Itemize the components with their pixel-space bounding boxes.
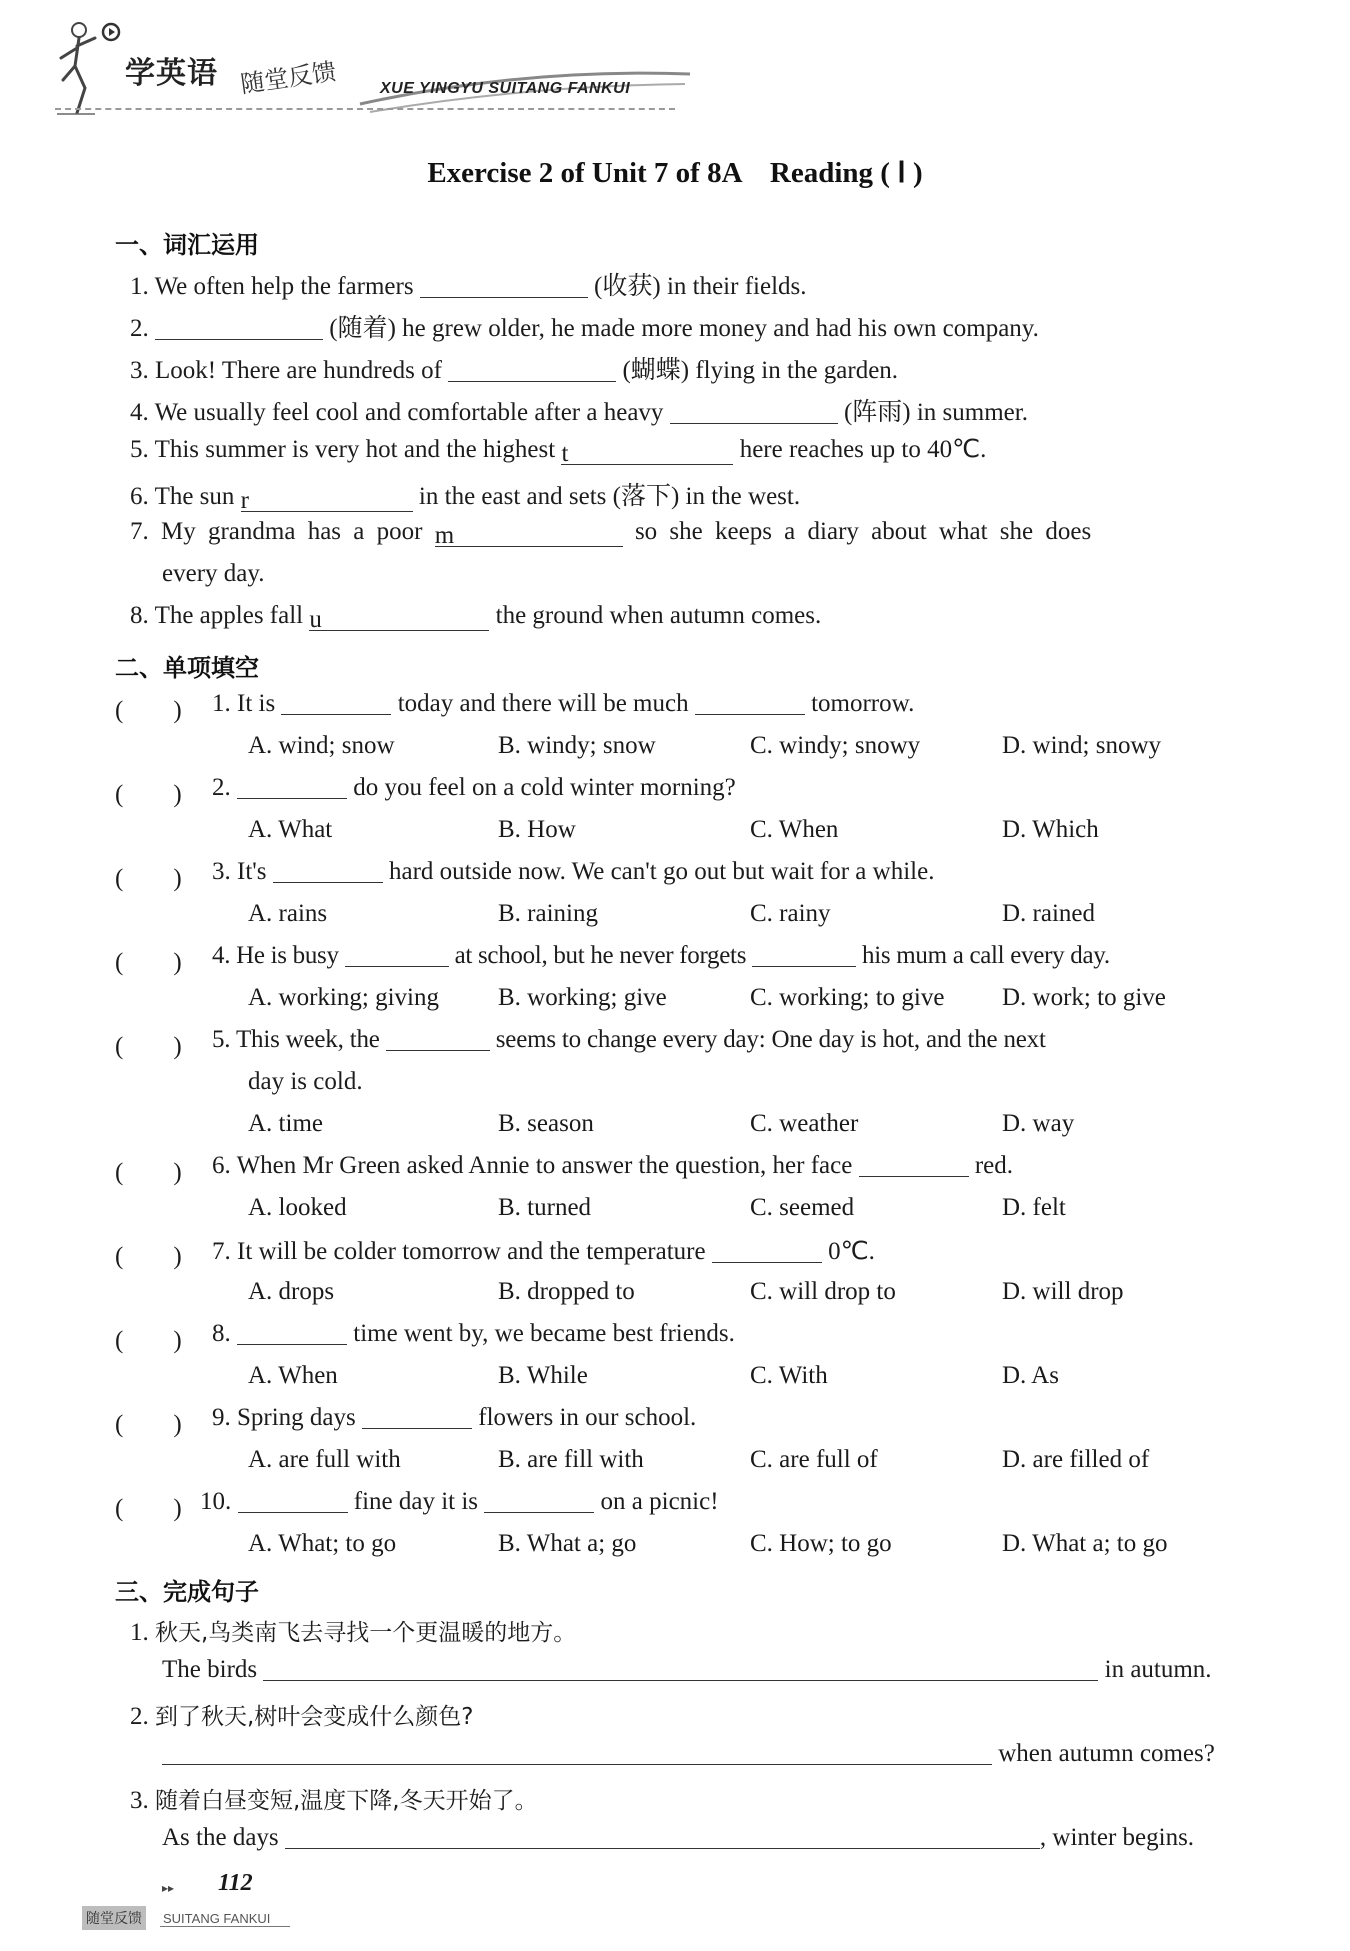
header-pinyin-title: XUE YINGYU SUITANG FANKUI [380,80,631,97]
option-b[interactable]: B. season [498,1110,594,1137]
footer-arrows-icon: ▸▸ [162,1881,175,1895]
option-d[interactable]: D. felt [1002,1194,1066,1221]
answer-paren[interactable]: ( ) [115,1327,182,1354]
answer-blank[interactable] [263,1656,1098,1681]
option-d[interactable]: D. will drop [1002,1278,1124,1305]
section-1-heading: 一、词汇运用 [115,231,259,259]
mc-question-2: 2. do you feel on a cold winter morning? [212,774,736,801]
answer-paren[interactable]: ( ) [115,1033,182,1060]
option-d[interactable]: D. rained [1002,900,1096,927]
option-c[interactable]: C. weather [750,1110,859,1137]
mc-question-5: 5. This week, the seems to change every day: One day is hot, and the next [212,1026,1046,1053]
mc-question-8: 8. time went by, we became best friends. [212,1320,735,1347]
header-chinese-title: 学英语 [125,56,218,91]
translate-item-1-answer: The birds in autumn. [162,1656,1212,1683]
mc-question-1: 1. It is today and there will be much tomorrow. [212,690,915,717]
vocab-item-4: 4. We usually feel cool and comfortable after a heavy (阵雨) in summer. [130,399,1028,426]
option-d[interactable]: D. work; to give [1002,984,1166,1011]
translate-item-2-prompt: 2. 到了秋天,树叶会变成什么颜色? [130,1703,474,1730]
answer-blank [859,1152,969,1177]
answer-blank[interactable] [285,1824,1040,1849]
answer-blank[interactable] [670,399,838,424]
footer-english-label: SUITANG FANKUI [163,1911,271,1926]
option-b[interactable]: B. raining [498,900,598,927]
answer-paren[interactable]: ( ) [115,1159,182,1186]
page-number: 112 [218,1870,253,1896]
option-a[interactable]: A. working; giving [248,984,439,1011]
answer-blank[interactable]: u [309,606,489,631]
answer-blank[interactable] [155,315,323,340]
section-2-heading: 二、单项填空 [115,654,259,682]
answer-blank [695,690,805,715]
answer-blank [273,858,383,883]
mc-question-4: 4. He is busy at school, but he never forgets his mum a call every day. [212,942,1110,969]
option-c[interactable]: C. How; to go [750,1530,892,1557]
option-a[interactable]: A. When [248,1362,338,1389]
answer-blank[interactable]: t [561,440,733,465]
answer-blank [362,1404,472,1429]
vocab-item-3: 3. Look! There are hundreds of (蝴蝶) flying in the garden. [130,357,899,384]
vocab-item-6: 6. The sun r in the east and sets (落下) in the west. [130,483,801,514]
translate-item-1-prompt: 1. 秋天,鸟类南飞去寻找一个更温暖的地方。 [130,1619,577,1646]
option-c[interactable]: C. are full of [750,1446,878,1473]
vocab-item-7-continued: every day. [162,560,265,587]
answer-blank [345,942,449,967]
option-c[interactable]: C. With [750,1362,828,1389]
translate-item-3-answer: As the days , winter begins. [162,1824,1195,1851]
option-a[interactable]: A. rains [248,900,328,927]
option-d[interactable]: D. What a; to go [1002,1530,1168,1557]
mc-question-6: 6. When Mr Green asked Annie to answer the question, her face red. [212,1152,1013,1179]
section-3-heading: 三、完成句子 [115,1578,259,1606]
option-b[interactable]: B. working; give [498,984,667,1011]
answer-paren[interactable]: ( ) [115,949,182,976]
answer-blank [281,690,391,715]
runner-logo-icon [55,18,127,118]
answer-paren[interactable]: ( ) [115,697,182,724]
answer-blank [237,774,347,799]
footer-chinese-label: 随堂反馈 [82,1906,146,1930]
mc-question-9: 9. Spring days flowers in our school. [212,1404,697,1431]
option-d[interactable]: D. way [1002,1110,1075,1137]
footer-rule [160,1926,290,1927]
answer-blank[interactable]: m [435,522,623,547]
answer-blank[interactable] [162,1740,992,1765]
answer-blank [386,1026,490,1051]
page-title: Exercise 2 of Unit 7 of 8A Reading ( Ⅰ ) [427,157,923,189]
answer-blank[interactable] [448,357,616,382]
answer-paren[interactable]: ( ) [115,1411,182,1438]
answer-blank[interactable]: r [241,487,413,512]
option-b[interactable]: B. are fill with [498,1446,644,1473]
answer-paren[interactable]: ( ) [115,865,182,892]
vocab-item-1: 1. We often help the farmers (收获) in their fields. [130,273,807,300]
option-c[interactable]: C. rainy [750,900,831,927]
answer-paren[interactable]: ( ) [115,1495,182,1522]
vocab-item-8: 8. The apples fall u the ground when autumn comes. [130,602,822,633]
answer-blank [238,1488,348,1513]
answer-blank [752,942,856,967]
vocab-item-2: 2. (随着) he grew older, he made more money and had his own company. [130,315,1039,342]
option-a[interactable]: A. looked [248,1194,347,1221]
option-a[interactable]: A. drops [248,1278,335,1305]
option-c[interactable]: C. windy; snowy [750,732,921,759]
option-a[interactable]: A. time [248,1110,323,1137]
option-b[interactable]: B. How [498,816,576,843]
vocab-item-5: 5. This summer is very hot and the highest t here reaches up to 40℃. [130,436,987,467]
option-b[interactable]: B. What a; go [498,1530,637,1557]
header-divider [55,108,675,110]
option-a[interactable]: A. are full with [248,1446,401,1473]
option-c[interactable]: C. seemed [750,1194,855,1221]
answer-blank [484,1488,594,1513]
option-c[interactable]: C. working; to give [750,984,945,1011]
answer-blank [712,1238,822,1263]
vocab-item-7: 7. My grandma has a poor m so she keeps a diary about what she does [130,518,1092,549]
option-a[interactable]: A. What [248,816,333,843]
answer-blank[interactable] [420,273,588,298]
header-chinese-subtitle: 随堂反馈 [238,57,338,99]
translate-item-3-prompt: 3. 随着白昼变短,温度下降,冬天开始了。 [130,1787,538,1814]
option-d[interactable]: D. Which [1002,816,1099,843]
option-c[interactable]: C. When [750,816,839,843]
mc-question-5-continued: day is cold. [248,1068,363,1095]
option-d[interactable]: D. are filled of [1002,1446,1150,1473]
mc-question-7: 7. It will be colder tomorrow and the temperature 0℃. [212,1238,875,1265]
answer-paren[interactable]: ( ) [115,781,182,808]
option-b[interactable]: B. turned [498,1194,592,1221]
translate-item-2-answer: when autumn comes? [162,1740,1215,1768]
option-d[interactable]: D. As [1002,1362,1059,1389]
option-b[interactable]: B. dropped to [498,1278,635,1305]
option-a[interactable]: A. wind; snow [248,732,395,759]
option-a[interactable]: A. What; to go [248,1530,397,1557]
mc-question-10: 10. fine day it is on a picnic! [200,1488,719,1515]
option-c[interactable]: C. will drop to [750,1278,896,1305]
option-b[interactable]: B. While [498,1362,588,1389]
option-b[interactable]: B. windy; snow [498,732,656,759]
mc-question-3: 3. It's hard outside now. We can't go out but wait for a while. [212,858,935,885]
option-d[interactable]: D. wind; snowy [1002,732,1162,759]
answer-paren[interactable]: ( ) [115,1243,182,1270]
answer-blank [237,1320,347,1345]
